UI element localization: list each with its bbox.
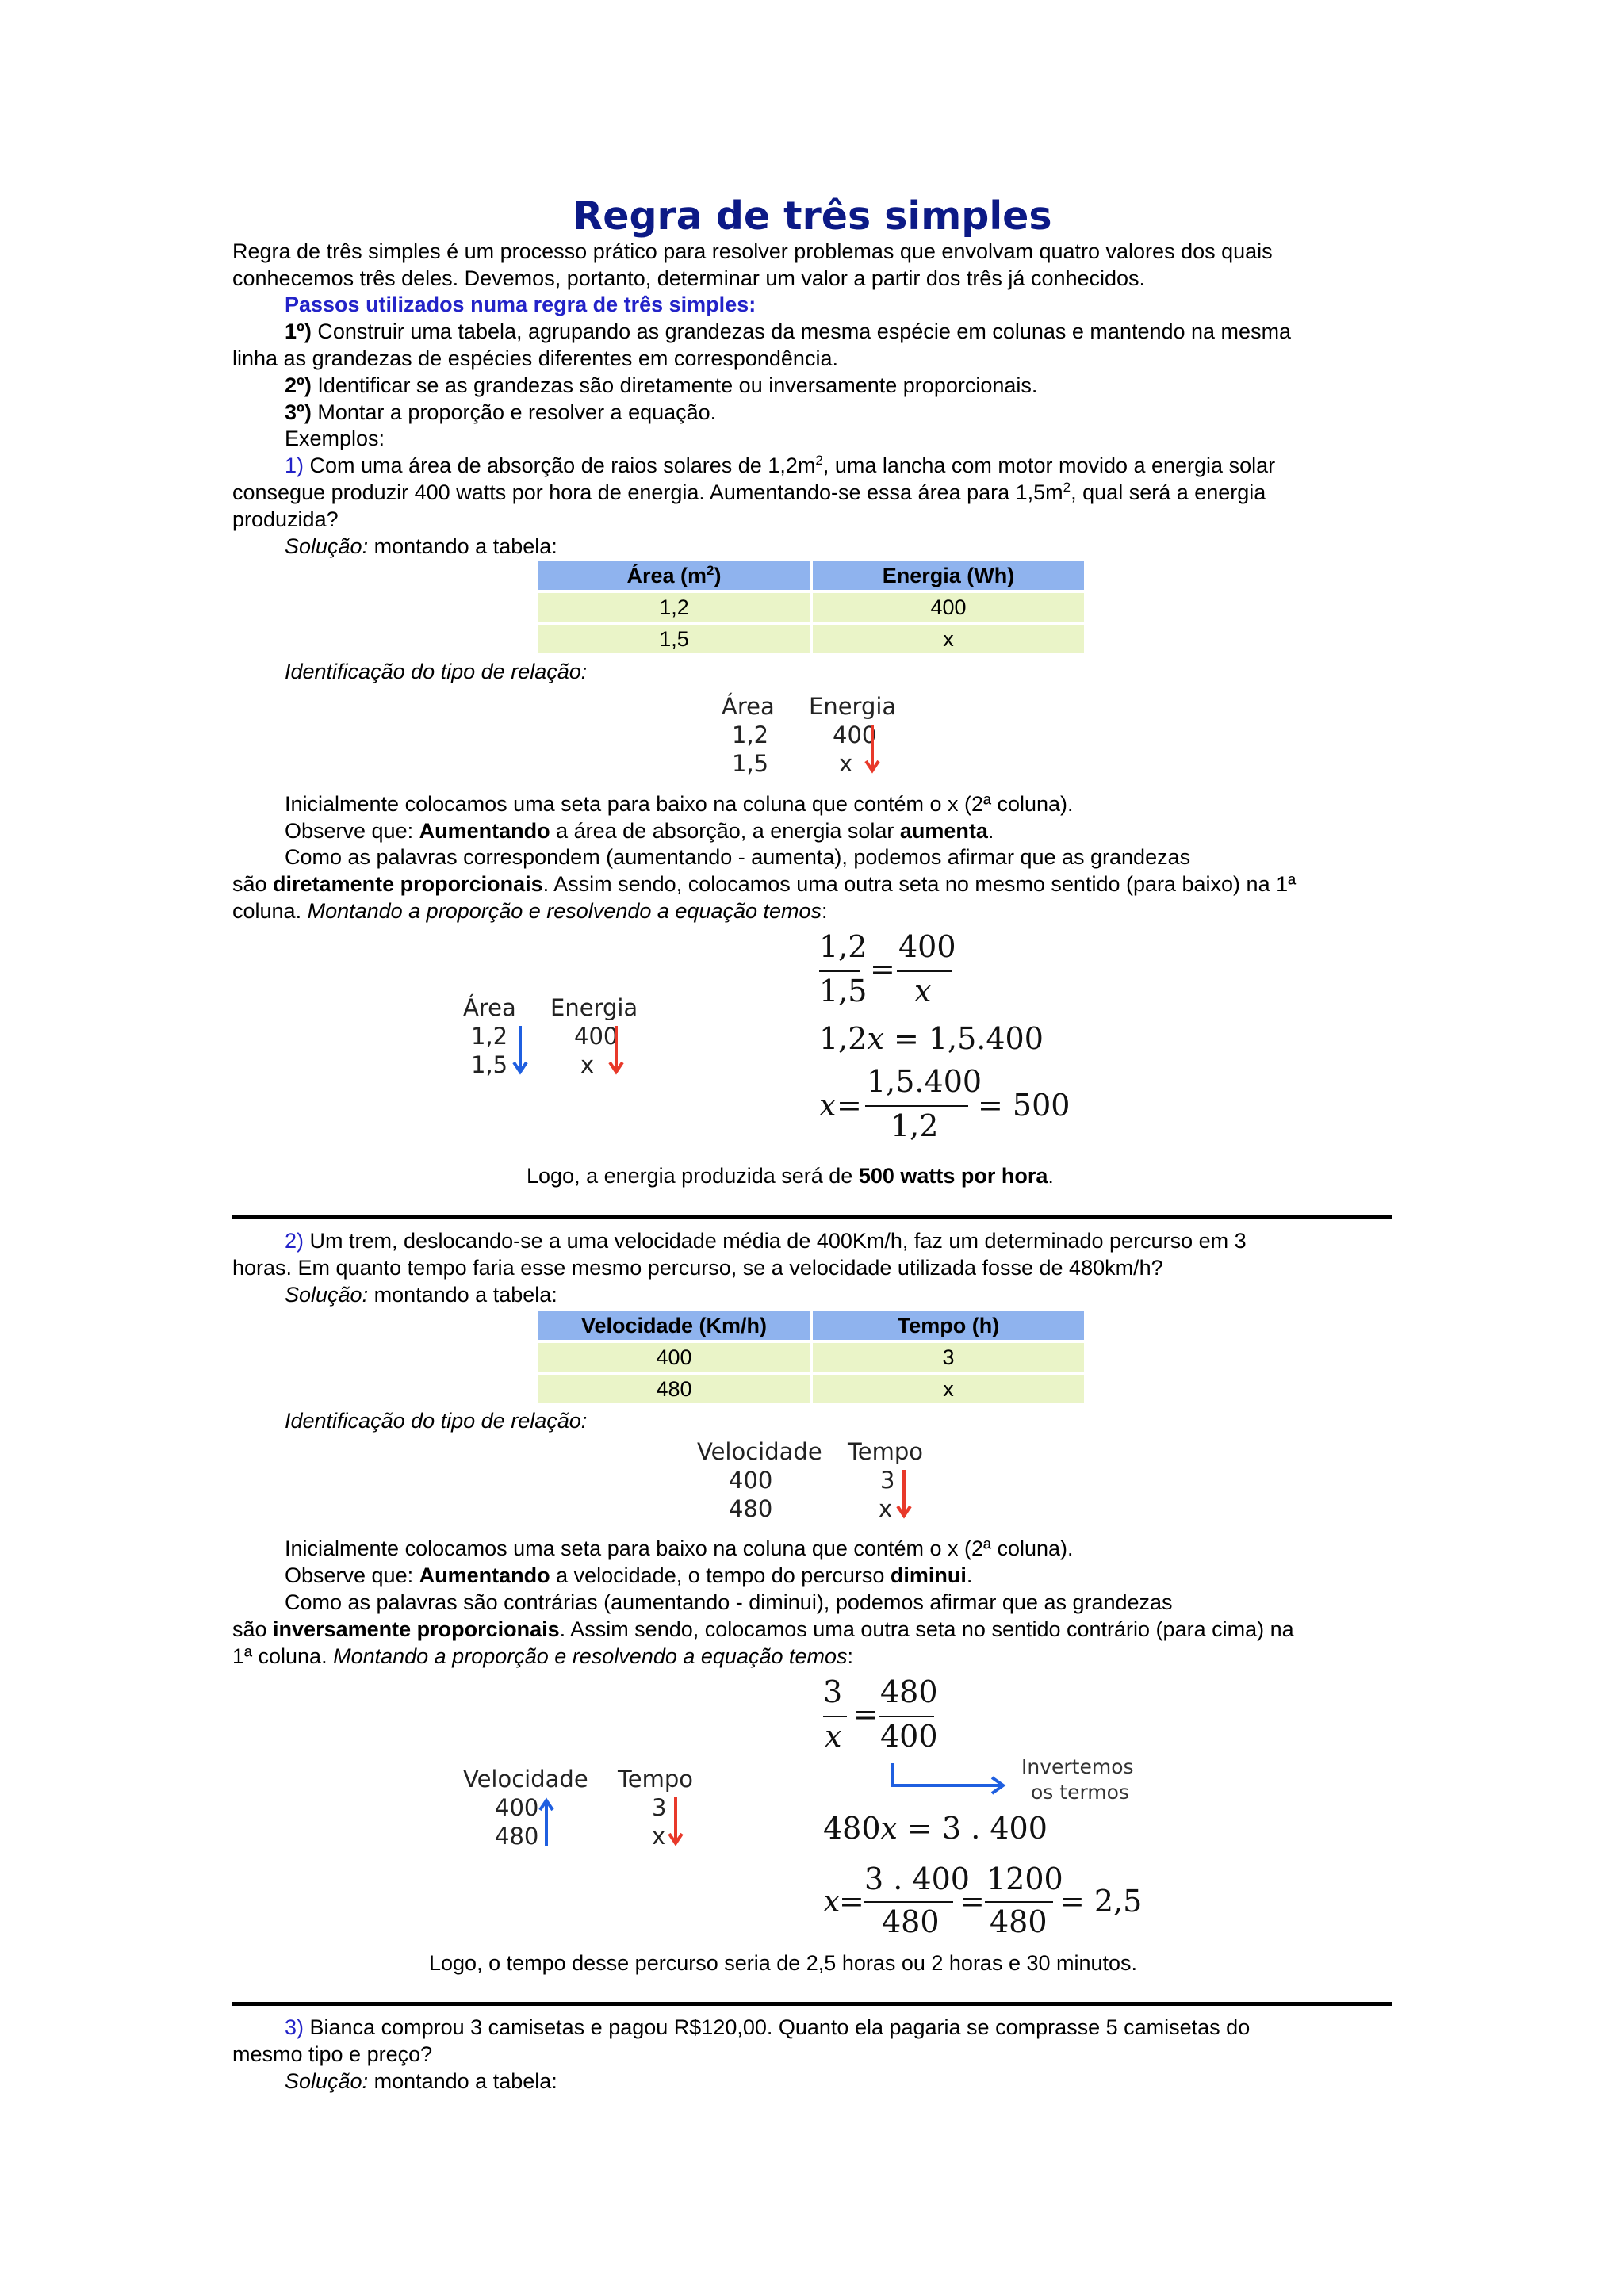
math-term: x	[823, 1884, 841, 1919]
down-arrow-icon	[864, 725, 880, 774]
fraction-bar	[819, 970, 860, 972]
ex2-solucao: Solução: montando a tabela:	[285, 1283, 557, 1307]
fraction-bar	[864, 1901, 953, 1903]
diagram-label: Área	[722, 693, 775, 720]
ex1-obs-3: Como as palavras correspondem (aumentando - aumenta), podemos afirmar que as grandezas	[285, 845, 1191, 869]
down-arrow-icon	[512, 1026, 528, 1075]
math-term: x	[819, 1088, 837, 1123]
ex1-obs-5: coluna. Montando a proporção e resolvendo a equação temos:	[232, 899, 828, 923]
diagram-label: Velocidade	[697, 1438, 822, 1465]
fraction-bar	[879, 1716, 934, 1717]
ex2-relation-diagram	[697, 1438, 935, 1525]
table-cell: 3	[813, 1343, 1084, 1372]
diagram-value: x	[839, 750, 853, 777]
math-term: =	[853, 1697, 879, 1732]
math-term: 3 . 400	[864, 1862, 970, 1896]
math-term: 480	[880, 1674, 938, 1709]
diagram-value: 480	[729, 1495, 773, 1522]
diagram-value: 400	[833, 721, 877, 748]
ex2-obs-4: são inversamente proporcionais. Assim sendo, colocamos uma outra seta no sentido contrário (para cima) na	[232, 1617, 1294, 1641]
ex1-table-header-area: Área $(m^2)$	[538, 561, 810, 590]
note-text: os termos	[1031, 1781, 1129, 1804]
math-term: 3	[823, 1674, 843, 1709]
diagram-value: 400	[729, 1467, 773, 1494]
diagram-value: 400	[495, 1794, 539, 1821]
down-arrow-icon	[608, 1026, 624, 1075]
ex2-equation	[823, 1674, 1235, 1960]
ex1-obs-2: Observe que: Aumentando a área de absorção, a energia solar aumenta.	[285, 819, 994, 843]
ex1-obs-1: Inicialmente colocamos uma seta para baixo na coluna que contém o x (2ª coluna).	[285, 792, 1074, 816]
ex2-line-2: horas. Em quanto tempo faria esse mesmo percurso, se a velocidade utilizada fosse de 480km/h?	[232, 1256, 1163, 1280]
table-cell: 400	[538, 1343, 810, 1372]
diagram-value: 1,5	[732, 750, 769, 777]
diagram-value: x	[580, 1051, 595, 1078]
diagram-label: Energia	[550, 994, 638, 1021]
math-term: 480	[882, 1904, 940, 1939]
diagram-label: Área	[463, 994, 516, 1021]
down-arrow-icon	[668, 1797, 684, 1846]
examples-label: Exemplos:	[285, 427, 385, 450]
step-1-cont: linha as grandezas de espécies diferentes em correspondência.	[232, 346, 838, 370]
diagram-label: Tempo	[618, 1766, 694, 1793]
ex1-table-header-energia: Energia (Wh)	[813, 561, 1084, 590]
step-3: 3º) Montar a proporção e resolver a equação.	[285, 400, 717, 424]
math-term: = 2,5	[1059, 1884, 1143, 1919]
up-arrow-icon	[538, 1797, 554, 1846]
note-text: Invertemos	[1021, 1755, 1134, 1778]
math-term: 400	[880, 1719, 938, 1754]
right-arrow-icon	[891, 1763, 1009, 1795]
table-cell: 1,2	[538, 593, 810, 622]
ex1-obs-4: são diretamente proporcionais. Assim sendo, colocamos uma outra seta no mesmo sentido (para baixo) na 1ª	[232, 872, 1297, 896]
fraction-bar	[897, 970, 952, 972]
diagram-value: 480	[495, 1823, 539, 1850]
ex2-ident: Identificação do tipo de relação:	[285, 1409, 588, 1433]
diagram-value: 1,2	[732, 721, 769, 748]
ex2-conclusion: Logo, o tempo desse percurso seria de 2,5 horas ou 2 horas e 30 minutos.	[429, 1951, 1138, 1975]
math-term: =	[870, 951, 895, 986]
diagram-label: Energia	[809, 693, 897, 720]
steps-heading: Passos utilizados numa regra de três simples:	[285, 293, 756, 316]
ex2-obs-3: Como as palavras são contrárias (aumentando - diminui), podemos afirmar que as grandezas	[285, 1590, 1173, 1614]
diagram-label: Velocidade	[463, 1766, 588, 1793]
step-1: 1º) Construir uma tabela, agrupando as grandezas da mesma espécie em colunas e mantendo na mesma	[285, 320, 1292, 343]
ex2-obs-2: Observe que: Aumentando a velocidade, o tempo do percurso diminui.	[285, 1563, 973, 1587]
math-line: 480x = 3 . 400	[823, 1811, 1048, 1846]
down-arrow-icon	[896, 1470, 912, 1519]
table-cell: x	[813, 625, 1084, 653]
diagram-value: 3	[652, 1794, 667, 1821]
diagram-value: 400	[574, 1023, 619, 1050]
ex1-relation-diagram	[722, 693, 897, 780]
table-cell: 400	[813, 593, 1084, 622]
step-2: 2º) Identificar se as grandezas são diretamente ou inversamente proporcionais.	[285, 373, 1038, 397]
math-term: = 500	[978, 1088, 1071, 1123]
ex1-line-2: consegue produzir 400 watts por hora de energia. Aumentando-se essa área para $1,5m^2$, qual será a energia	[232, 480, 1266, 504]
table-cell: x	[813, 1375, 1084, 1403]
diagram-value: x	[879, 1495, 893, 1522]
math-term: 1,5.400	[867, 1064, 982, 1099]
diagram-value: 3	[880, 1467, 895, 1494]
math-term: x	[914, 974, 932, 1008]
math-term: 1200	[986, 1862, 1063, 1896]
ex2-table	[535, 1308, 1087, 1406]
ex1-equation	[819, 929, 1168, 1159]
math-term: =	[837, 1088, 862, 1123]
math-line: 1,2x = 1,5.400	[819, 1021, 1044, 1056]
math-term: 1,5	[819, 974, 868, 1008]
ex2-relation-diagram-2	[463, 1766, 701, 1853]
ex1-conclusion: Logo, a energia produzida será de 500 watts por hora.	[527, 1164, 1054, 1188]
diagram-value: x	[652, 1823, 666, 1850]
ex3-solucao: Solução: montando a tabela:	[285, 2069, 557, 2093]
table-row	[538, 1343, 1084, 1372]
ex1-line-3: produzida?	[232, 507, 339, 531]
intro-line-2: conhecemos três deles. Devemos, portanto, determinar um valor a partir dos três já conhecidos.	[232, 266, 1146, 290]
ex1-solucao: Solução: montando a tabela:	[285, 534, 557, 558]
ex3-line-2: mesmo tipo e preço?	[232, 2042, 433, 2066]
math-term: =	[839, 1884, 864, 1919]
table-cell: 480	[538, 1375, 810, 1403]
table-row	[538, 625, 1084, 653]
ex1-ident: Identificação do tipo de relação:	[285, 660, 588, 683]
math-term: 1,2	[819, 929, 868, 964]
intro-line-1: Regra de três simples é um processo prático para resolver problemas que envolvam quatro valores dos quais	[232, 239, 1273, 263]
fraction-bar	[865, 1105, 968, 1107]
ex2-table-header-velocidade: Velocidade (Km/h)	[538, 1311, 810, 1340]
ex3-line-1: 3) Bianca comprou 3 camisetas e pagou R$120,00. Quanto ela pagaria se comprasse 5 camisetas do	[285, 2015, 1251, 2039]
math-term: 480	[990, 1904, 1048, 1939]
table-row	[538, 1375, 1084, 1403]
ex2-obs-1: Inicialmente colocamos uma seta para baixo na coluna que contém o x (2ª coluna).	[285, 1536, 1074, 1560]
section-divider	[232, 1215, 1392, 1219]
diagram-value: 1,2	[471, 1023, 508, 1050]
section-divider	[232, 2002, 1392, 2006]
math-term: 1,2	[891, 1108, 939, 1143]
ex1-table	[535, 558, 1087, 656]
ex1-relation-diagram-2	[463, 994, 661, 1081]
diagram-value: 1,5	[471, 1051, 508, 1078]
ex2-table-header-tempo: Tempo (h)	[813, 1311, 1084, 1340]
fraction-bar	[985, 1901, 1053, 1903]
math-term: x	[825, 1719, 842, 1754]
math-term: =	[959, 1884, 985, 1919]
diagram-label: Tempo	[848, 1438, 924, 1465]
table-row	[538, 593, 1084, 622]
ex1-line-1: 1) Com uma área de absorção de raios solares de $1,2m^2$, uma lancha com motor movido a energia solar	[285, 453, 1276, 477]
math-term: 400	[898, 929, 956, 964]
table-cell: 1,5	[538, 625, 810, 653]
ex2-line-1: 2) Um trem, deslocando-se a uma velocidade média de 400Km/h, faz um determinado percurso em 3	[285, 1229, 1247, 1253]
ex2-obs-5: 1ª coluna. Montando a proporção e resolvendo a equação temos:	[232, 1644, 854, 1668]
fraction-bar	[823, 1716, 847, 1717]
page-title: Regra de três simples	[573, 193, 1052, 239]
